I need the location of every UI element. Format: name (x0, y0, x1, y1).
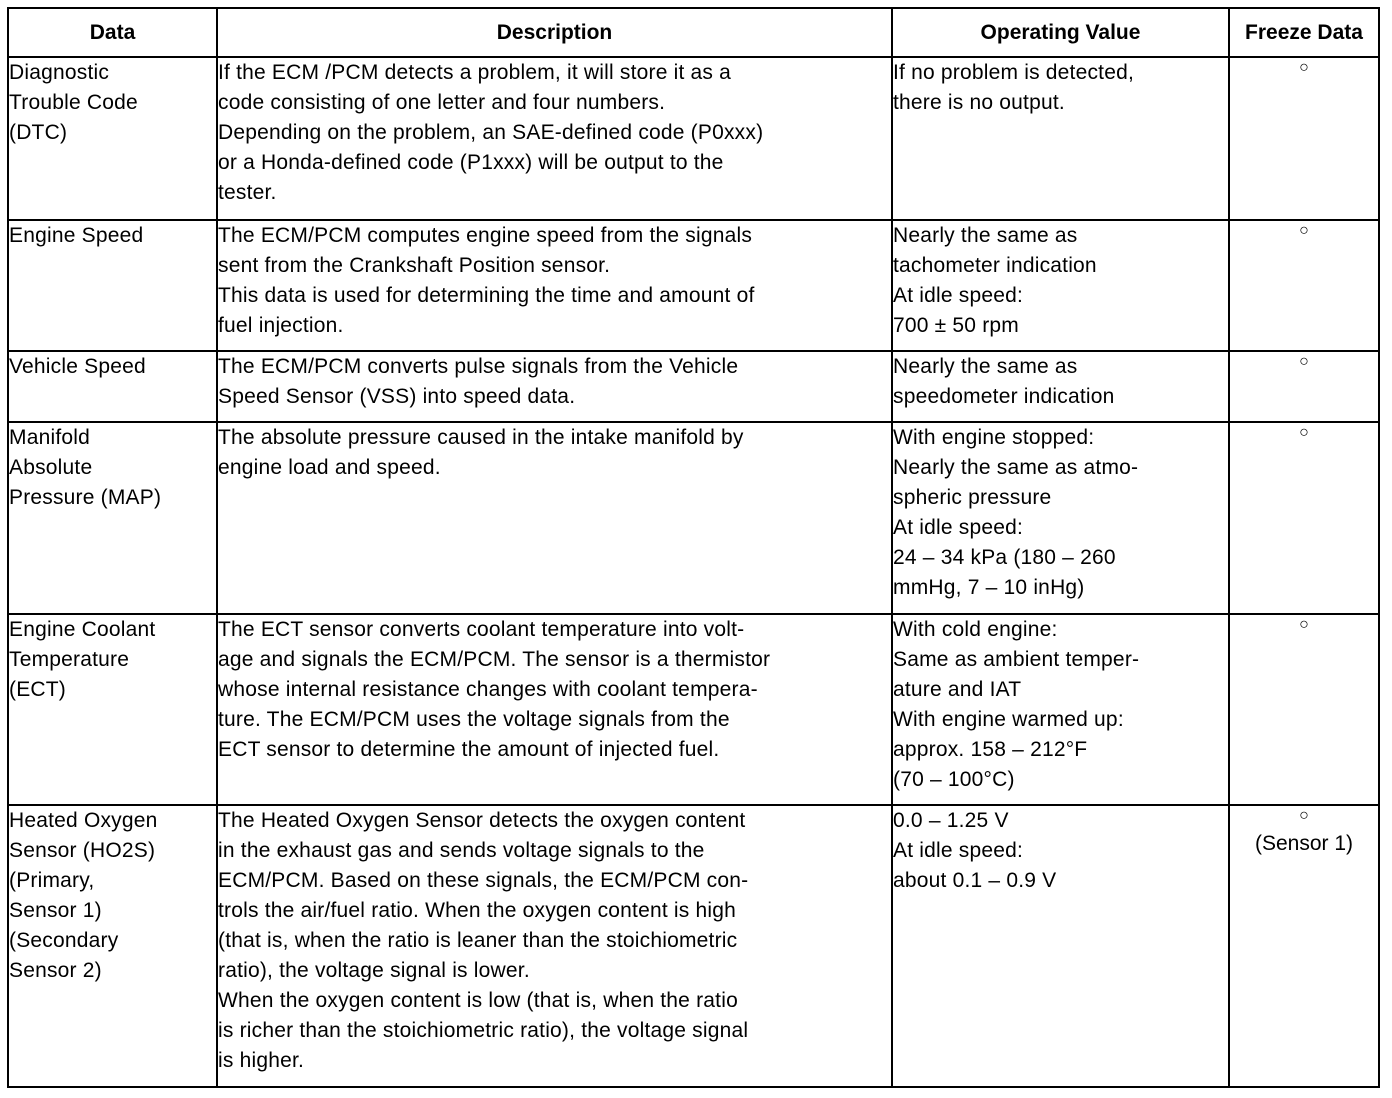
cell-description (217, 220, 892, 351)
cell-freeze-data (1229, 805, 1379, 1087)
header-description: Description (217, 8, 892, 57)
text-line: ECT sensor to determine the amount of injected fuel. (218, 738, 720, 761)
table-row (8, 805, 1379, 1087)
text-line: With engine warmed up: (893, 708, 1124, 731)
text-line: Engine Speed (9, 224, 144, 247)
text-line: With engine stopped: (893, 426, 1095, 449)
freeze-indicator-circle-icon: ○ (1299, 59, 1309, 76)
text-line: Engine Coolant (9, 618, 156, 641)
text-line: is richer than the stoichiometric ratio), the voltage signal (218, 1019, 749, 1042)
text-line: Speed Sensor (VSS) into speed data. (218, 385, 576, 408)
cell-data (8, 220, 217, 351)
text-line: Trouble Code (9, 91, 138, 114)
cell-description (217, 57, 892, 220)
table-row (8, 422, 1379, 614)
cell-data (8, 57, 217, 220)
sensor-data-table (7, 7, 1380, 1088)
freeze-note: (Sensor 1) (1254, 832, 1354, 855)
text-line: At idle speed: (893, 284, 1024, 307)
text-line: (Primary, (9, 869, 95, 892)
text-line: Diagnostic (9, 61, 110, 84)
text-line: Nearly the same as (893, 355, 1078, 378)
text-line: code consisting of one letter and four numbers. (218, 91, 666, 114)
text-line: With cold engine: (893, 618, 1058, 641)
text-line: Pressure (MAP) (9, 486, 162, 509)
cell-freeze-data (1229, 220, 1379, 351)
text-line: The ECM/PCM converts pulse signals from the Vehicle (218, 355, 739, 378)
text-line: At idle speed: (893, 839, 1024, 862)
text-line: about 0.1 – 0.9 V (893, 869, 1057, 892)
text-line: ture. The ECM/PCM uses the voltage signals from the (218, 708, 730, 731)
cell-operating-value (892, 805, 1229, 1087)
text-line: If the ECM /PCM detects a problem, it will store it as a (218, 61, 732, 84)
cell-description (217, 805, 892, 1087)
table-row (8, 614, 1379, 805)
text-line: Manifold (9, 426, 90, 449)
header-operating-value: Operating Value (892, 8, 1229, 57)
cell-operating-value (892, 220, 1229, 351)
text-line: whose internal resistance changes with coolant tempera- (218, 678, 758, 701)
table-row (8, 220, 1379, 351)
text-line: Nearly the same as atmo- (893, 456, 1139, 479)
text-line: Nearly the same as (893, 224, 1078, 247)
text-line: When the oxygen content is low (that is, when the ratio (218, 989, 738, 1012)
text-line: in the exhaust gas and sends voltage signals to the (218, 839, 705, 862)
text-line: (Secondary (9, 929, 119, 952)
text-line: ature and IAT (893, 678, 1022, 701)
text-line: The ECT sensor converts coolant temperature into volt- (218, 618, 745, 641)
text-line: (ECT) (9, 678, 66, 701)
text-line: age and signals the ECM/PCM. The sensor is a thermistor (218, 648, 771, 671)
cell-freeze-data (1229, 351, 1379, 422)
cell-operating-value (892, 351, 1229, 422)
text-line: speedometer indication (893, 385, 1115, 408)
text-line: At idle speed: (893, 516, 1024, 539)
cell-description (217, 351, 892, 422)
text-line: Same as ambient temper- (893, 648, 1140, 671)
cell-data (8, 351, 217, 422)
text-line: trols the air/fuel ratio. When the oxygen content is high (218, 899, 737, 922)
text-line: or a Honda-defined code (P1xxx) will be output to the (218, 151, 724, 174)
text-line: (DTC) (9, 121, 68, 144)
cell-operating-value (892, 57, 1229, 220)
text-line: is higher. (218, 1049, 305, 1072)
text-line: ECM/PCM. Based on these signals, the ECM/PCM con- (218, 869, 749, 892)
freeze-indicator-circle-icon: ○ (1299, 353, 1309, 370)
text-line: 700 ± 50 rpm (893, 314, 1019, 337)
text-line: The ECM/PCM computes engine speed from the signals (218, 224, 753, 247)
text-line: tester. (218, 181, 277, 204)
table-row (8, 351, 1379, 422)
text-line: Depending on the problem, an SAE-defined code (P0xxx) (218, 121, 764, 144)
text-line: Sensor (HO2S) (9, 839, 156, 862)
cell-freeze-data (1229, 614, 1379, 805)
text-line: Absolute (9, 456, 93, 479)
text-line: (that is, when the ratio is leaner than the stoichiometric (218, 929, 738, 952)
text-line: Vehicle Speed (9, 355, 146, 378)
text-line: spheric pressure (893, 486, 1052, 509)
cell-data (8, 805, 217, 1087)
freeze-indicator-circle-icon: ○ (1299, 424, 1309, 441)
freeze-indicator-circle-icon: ○ (1299, 807, 1309, 824)
cell-description (217, 422, 892, 614)
freeze-indicator-circle-icon: ○ (1299, 616, 1309, 633)
text-line: 0.0 – 1.25 V (893, 809, 1009, 832)
header-row (8, 8, 1379, 57)
text-line: Temperature (9, 648, 130, 671)
text-line: fuel injection. (218, 314, 344, 337)
text-line: 24 – 34 kPa (180 – 260 (893, 546, 1116, 569)
text-line: If no problem is detected, (893, 61, 1134, 84)
text-line: ratio), the voltage signal is lower. (218, 959, 530, 982)
text-line: Sensor 2) (9, 959, 102, 982)
text-line: The absolute pressure caused in the intake manifold by (218, 426, 744, 449)
header-freeze-data: Freeze Data (1229, 8, 1379, 57)
text-line: The Heated Oxygen Sensor detects the oxygen content (218, 809, 746, 832)
table-row (8, 57, 1379, 220)
cell-data (8, 614, 217, 805)
text-line: Sensor 1) (9, 899, 102, 922)
text-line: approx. 158 – 212°F (893, 738, 1088, 761)
text-line: tachometer indication (893, 254, 1097, 277)
text-line: engine load and speed. (218, 456, 441, 479)
text-line: there is no output. (893, 91, 1065, 114)
header-data: Data (8, 8, 217, 57)
text-line: sent from the Crankshaft Position sensor. (218, 254, 611, 277)
cell-freeze-data (1229, 422, 1379, 614)
cell-data (8, 422, 217, 614)
cell-operating-value (892, 614, 1229, 805)
freeze-indicator-circle-icon: ○ (1299, 222, 1309, 239)
cell-description (217, 614, 892, 805)
text-line: (70 – 100°C) (893, 768, 1015, 791)
cell-freeze-data (1229, 57, 1379, 220)
cell-operating-value (892, 422, 1229, 614)
text-line: Heated Oxygen (9, 809, 158, 832)
text-line: This data is used for determining the time and amount of (218, 284, 755, 307)
text-line: mmHg, 7 – 10 inHg) (893, 576, 1085, 599)
